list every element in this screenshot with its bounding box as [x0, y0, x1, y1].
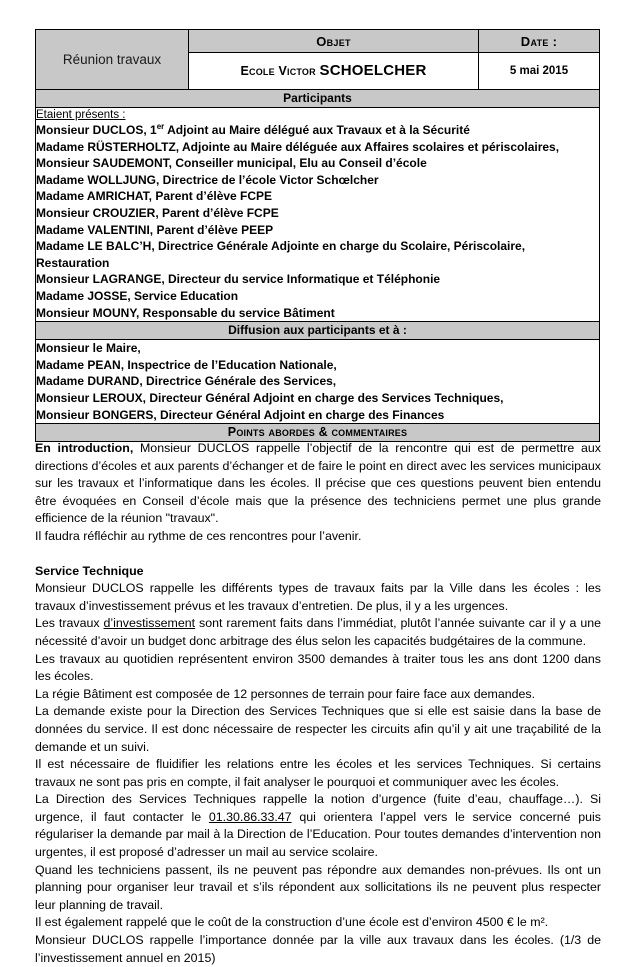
- date-label-cell: Date :: [479, 30, 600, 53]
- date-value-cell: 5 mai 2015: [479, 53, 600, 90]
- list-item: Madame PEAN, Inspectrice de l’Education Nationale,: [36, 357, 337, 372]
- list-item: Monsieur CROUZIER, Parent d’élève FCPE: [36, 205, 279, 220]
- participants-list-row: [36, 108, 600, 322]
- diffusion-band-row: [36, 322, 600, 340]
- list-item: Monsieur SAUDEMONT, Conseiller municipal, Elu au Conseil d’école: [36, 156, 427, 171]
- objet-label-cell: Objet: [189, 30, 479, 53]
- p7-rest: qui orientera l’appel vers le service concerné puis régulariser la demande par mail à la Direction de l’Education. Pour toutes demandes d’intervention non urgentes, il est proposé d’adresser un mail au service scolaire.: [35, 809, 601, 860]
- subject-prefix: Ecole Victor: [240, 64, 320, 78]
- list-item: Monsieur le Maire,: [36, 341, 141, 356]
- intro-body-text: Monsieur DUCLOS rappelle l’objectif de la rencontre qui est de permettre aux directions d’écoles et aux parents d’échanger et de faire le point en direct avec les services municipaux sur les travaux et l’informatique dans les écoles. Il précise que ces questions peuvent bien entendu être évoquées en Conseil d’école mais que la présence des techniciens permet une plus grande efficience de la réunion "travaux".: [35, 441, 601, 526]
- paragraph-9: Il est également rappelé que le coût de la construction d’une école est d’environ 4500 € le m².: [35, 915, 549, 930]
- paragraph-2: [35, 615, 601, 650]
- section-spacer: [35, 546, 601, 563]
- list-item: Madame AMRICHAT, Parent d’élève FCPE: [36, 189, 273, 204]
- list-item: Madame DURAND, Directrice Générale des Services,: [36, 374, 337, 389]
- participants-band: Participants: [36, 90, 600, 108]
- list-item: [36, 122, 599, 139]
- list-item: Monsieur MOUNY, Responsable du service Bâtiment: [36, 305, 335, 320]
- diffusion-list: [36, 340, 600, 424]
- participants-band-row: [36, 90, 600, 108]
- header-row-top: [36, 30, 600, 53]
- subject-school-name: SCHOELCHER: [319, 62, 427, 79]
- points-band: Points abordes & commentaires: [36, 424, 600, 442]
- points-band-row: [36, 424, 600, 442]
- header-table: [35, 29, 600, 442]
- minutes-body: [35, 440, 601, 967]
- paragraph-7: [35, 791, 601, 861]
- paragraph-10: Monsieur DUCLOS rappelle l’importance donnée par la ville aux travaux dans les écoles. (1/3 de l’investissement annuel en 2015): [35, 933, 601, 965]
- emergency-phone-number: 01.30.86.33.47: [208, 809, 292, 824]
- list-item: Madame LE BALC’H, Directrice Générale Adjointe en charge du Scolaire, Périscolaire,: [36, 239, 526, 254]
- list-item: Monsieur BONGERS, Directeur Général Adjoint en charge des Finances: [36, 407, 445, 422]
- p7-prefix: La Direction des Services Techniques rappelle la notion d’urgence (fuite d’eau, chauffage…). Si urgence, il faut contacter le: [35, 792, 601, 824]
- p2-prefix: Les travaux: [35, 616, 104, 631]
- intro-bold-lead: En introduction,: [35, 441, 134, 455]
- participants-lead-colon: :: [119, 109, 126, 121]
- paragraph-4: La régie Bâtiment est composée de 12 personnes de terrain pour faire face aux demandes.: [35, 686, 536, 701]
- paragraph-5: La demande existe pour la Direction des Services Techniques que si elle est saisie dans la base de données du service. Il est donc nécessaire de respecter les circuits afin qu’il y ait une traçabilité de la demande et un suivi.: [35, 704, 601, 754]
- list-item: Monsieur LEROUX, Directeur Général Adjoint en charge des Services Techniques,: [36, 390, 504, 405]
- paragraph-6: Il est nécessaire de fluidifier les relations entre les écoles et les services Techniques. Si certains travaux ne sont pas pris en compte, il fait analyser le pourquoi et communiquer avec les écoles.: [35, 757, 601, 789]
- participants-lead-text: Etaient présents: [36, 109, 120, 121]
- list-item: Restauration: [36, 255, 110, 270]
- list-item: Madame WOLLJUNG, Directrice de l’école Victor Schœlcher: [36, 172, 379, 187]
- participant-role: Adjoint au Maire délégué aux Travaux et à la Sécurité: [164, 123, 470, 137]
- paragraph-1: Monsieur DUCLOS rappelle les différents types de travaux faits par la Ville dans les écoles : les travaux d’investissement prévus et les travaux d’entretien. De plus, il y a les urgences.: [35, 581, 601, 613]
- diffusion-list-row: [36, 340, 600, 424]
- subject-cell: [189, 53, 479, 90]
- participants-lead: [36, 108, 599, 122]
- intro-followup: Il faudra réfléchir au rythme de ces rencontres pour l’avenir.: [35, 528, 362, 543]
- ordinal-suffix: er: [156, 122, 165, 131]
- participants-list: [36, 108, 600, 322]
- paragraph-8: Quand les techniciens passent, ils ne peuvent pas répondre aux demandes non-prévues. Ils ont un planning pour organiser leur travail et s’ils répondent aux sollicitations ils ne peuvent plus respecter leur planning de travail.: [35, 862, 601, 912]
- participant-name-prefix: Monsieur DUCLOS, 1: [36, 123, 157, 137]
- meeting-minutes-table: [35, 29, 600, 442]
- list-item: Madame VALENTINI, Parent d’élève PEEP: [36, 222, 274, 237]
- meeting-type-cell: Réunion travaux: [36, 30, 189, 90]
- list-item: Madame RÜSTERHOLTZ, Adjointe au Maire déléguée aux Affaires scolaires et périscolaires,: [36, 139, 560, 154]
- p2-underlined-term: d’investissement: [103, 616, 196, 631]
- paragraph-3: Les travaux au quotidien représentent environ 3500 demandes à traiter tous les ans dont 1200 dans les écoles.: [35, 651, 601, 684]
- diffusion-band: Diffusion aux participants et à :: [36, 322, 600, 340]
- intro-paragraph: [35, 440, 601, 528]
- section-title-service-technique: Service Technique: [35, 563, 144, 578]
- p2-rest: sont rarement faits dans l’immédiat, plutôt l’année suivante car il y a une nécessité d’avoir un budget donc arbitrage des élus selon les capacités budgétaires de la commune.: [35, 616, 601, 648]
- list-item: Madame JOSSE, Service Education: [36, 288, 239, 303]
- list-item: Monsieur LAGRANGE, Directeur du service Informatique et Téléphonie: [36, 272, 441, 287]
